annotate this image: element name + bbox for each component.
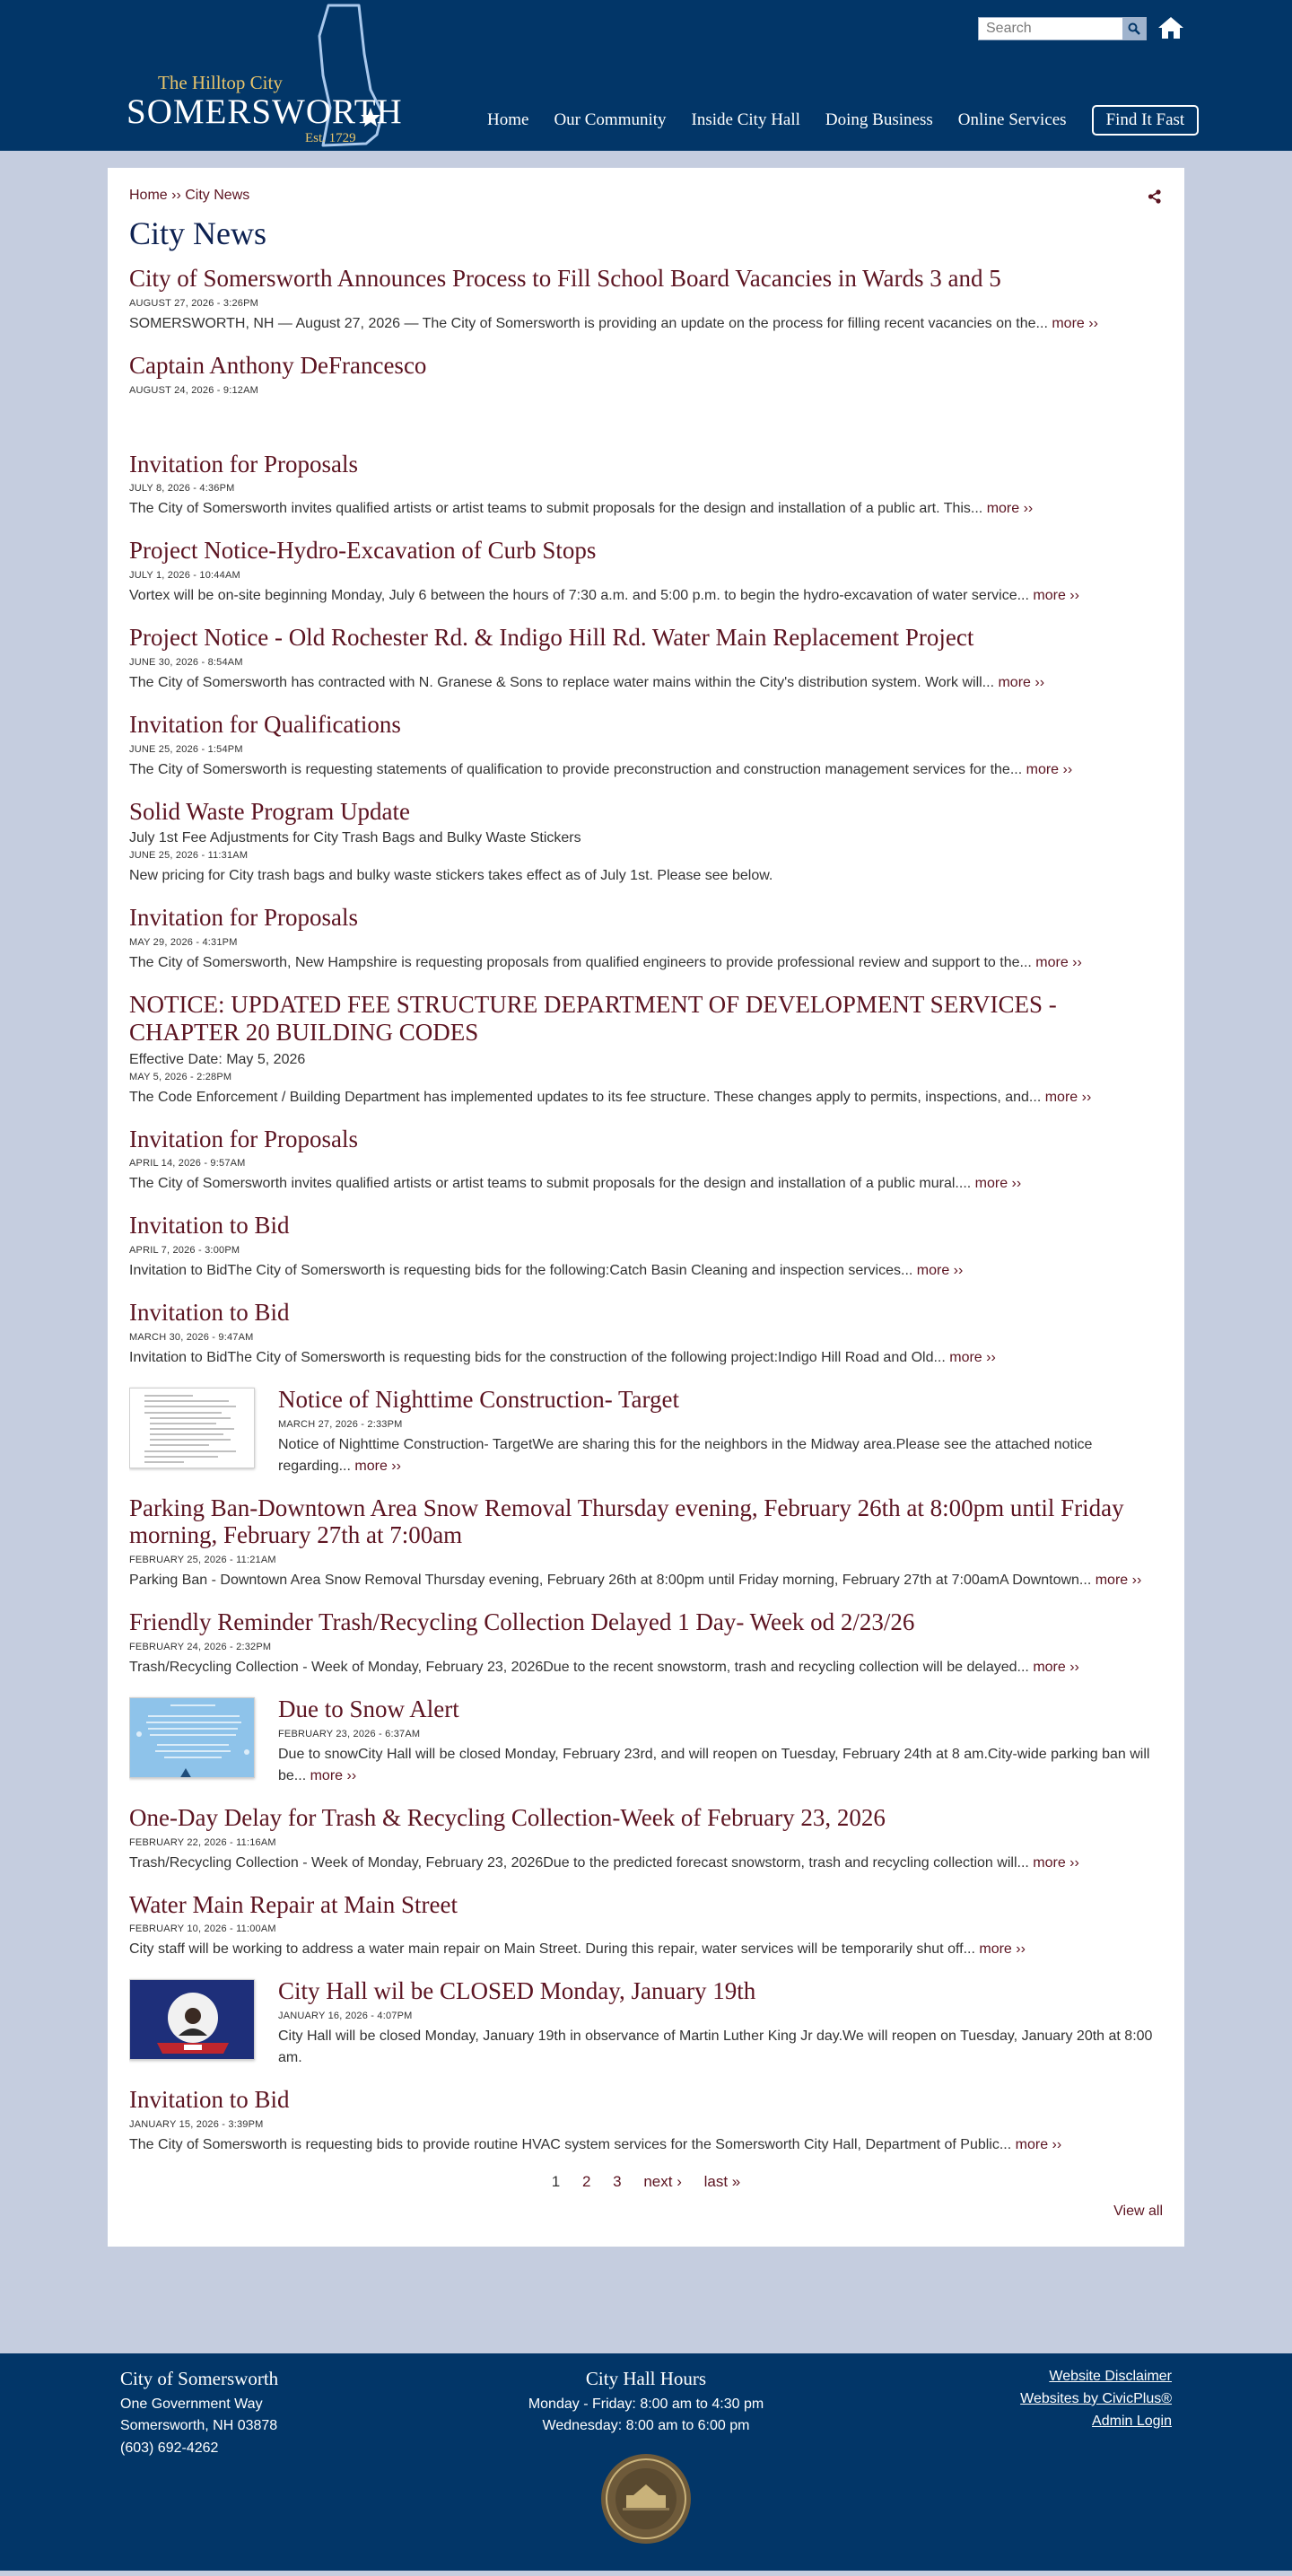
logo-tagline: The Hilltop City	[158, 72, 283, 93]
news-item	[129, 2086, 1163, 2156]
news-title[interactable]: Friendly Reminder Trash/Recycling Collection Delayed 1 Day- Week od 2/23/26	[129, 1608, 915, 1636]
news-title[interactable]: Invitation to Bid	[129, 1299, 290, 1327]
more-link[interactable]: more ››	[354, 1458, 401, 1474]
footer-phone: (603) 692-4262	[120, 2440, 219, 2457]
news-item	[129, 1386, 1163, 1477]
news-item	[129, 1695, 1163, 1787]
share-icon	[1147, 188, 1163, 205]
city-seal-image	[599, 2452, 693, 2545]
news-date: JULY 8, 2026 - 4:36PM	[129, 483, 235, 495]
news-summary: The City of Somersworth invites qualified artists or artist teams to submit proposals for the design and installation of a public mural....	[129, 1176, 972, 1192]
news-summary: Notice of Nighttime Construction- TargetWe are sharing this for the neighbors in the Midway area.Please see the attached notice regarding...	[278, 1436, 1093, 1474]
footer-address-line2: Somersworth, NH 03878	[120, 2418, 278, 2434]
pagination	[129, 2173, 1163, 2191]
news-summary: City Hall will be closed Monday, January 19th in observance of Martin Luther King Jr day.We will reopen on Tuesday, January 20th at 8:00 am.	[278, 2028, 1153, 2066]
news-summary: New pricing for City trash bags and bulky waste stickers takes effect as of July 1st. Please see below.	[129, 868, 773, 884]
page-link-1[interactable]: 1	[551, 2172, 561, 2190]
news-date: MARCH 27, 2026 - 2:33PM	[278, 1418, 403, 1430]
news-item	[129, 1608, 1163, 1678]
news-date: JUNE 30, 2026 - 8:54AM	[129, 656, 243, 668]
footer-hours-wednesday: Wednesday: 8:00 am to 6:00 pm	[542, 2418, 750, 2434]
news-summary: The City of Somersworth is requesting bids to provide routine HVAC system services for the Somersworth City Hall, Department of Public...	[129, 2136, 1012, 2152]
more-link[interactable]: more ››	[1095, 1573, 1142, 1589]
footer-links	[1020, 2366, 1172, 2432]
news-title[interactable]: Captain Anthony DeFrancesco	[129, 351, 427, 379]
news-title[interactable]: Invitation for Proposals	[129, 1125, 358, 1152]
document-thumbnail-image	[130, 1389, 255, 1468]
news-summary: The Code Enforcement / Building Department has implemented updates to its fee structure. These changes apply to permits, inspections, and...	[129, 1089, 1042, 1105]
page-next[interactable]: next ›	[643, 2172, 682, 2190]
more-link[interactable]: more ››	[1035, 955, 1082, 971]
news-title[interactable]: Invitation for Proposals	[129, 450, 358, 478]
news-summary: Vortex will be on-site beginning Monday, July 6 between the hours of 7:30 a.m. and 5:00 p.m. to begin the hydro-excavation of water service...	[129, 588, 1029, 604]
news-summary: Parking Ban - Downtown Area Snow Removal Thursday evening, February 26th at 8:00pm until Friday morning, February 27th at 7:00amA Downtown...	[129, 1573, 1092, 1589]
news-thumbnail-mlk[interactable]	[129, 1979, 255, 2060]
search-box	[978, 17, 1147, 40]
main-content	[108, 168, 1184, 2247]
search-input[interactable]	[979, 18, 1122, 39]
news-title[interactable]: Solid Waste Program Update	[129, 797, 411, 825]
view-all-link[interactable]: View all	[1113, 2203, 1163, 2219]
bottom-strip	[0, 2571, 1292, 2576]
news-item	[129, 1977, 1163, 2069]
news-date: FEBRUARY 22, 2026 - 11:16AM	[129, 1836, 276, 1848]
news-summary: Invitation to BidThe City of Somersworth is requesting bids for the following:Catch Basin Cleaning and inspection services...	[129, 1263, 913, 1279]
site-header	[0, 0, 1292, 151]
page-last[interactable]: last »	[703, 2172, 741, 2190]
site-footer	[0, 2353, 1292, 2571]
more-link[interactable]: more ››	[1015, 2136, 1062, 2152]
more-link[interactable]: more ››	[998, 674, 1045, 690]
news-title[interactable]: Notice of Nighttime Construction- Target	[278, 1385, 680, 1413]
news-summary: The City of Somersworth, New Hampshire is requesting proposals from qualified engineers to provide professional review and support to the...	[129, 955, 1032, 971]
news-date: JULY 1, 2026 - 10:44AM	[129, 570, 240, 582]
news-summary: Due to snowCity Hall will be closed Monday, February 23rd, and will reopen on Tuesday, February 24th at 8 am.City-wide parking ban will be...	[278, 1746, 1150, 1783]
home-button[interactable]	[1157, 15, 1184, 40]
news-item	[129, 1804, 1163, 1874]
footer-link-admin-login[interactable]: Admin Login	[1092, 2413, 1172, 2429]
news-date: JUNE 25, 2026 - 1:54PM	[129, 743, 243, 755]
search-icon	[1128, 22, 1140, 35]
news-date: FEBRUARY 24, 2026 - 2:32PM	[129, 1642, 272, 1653]
more-link[interactable]: more ››	[949, 1349, 996, 1365]
more-link[interactable]: more ››	[1044, 1089, 1092, 1105]
news-item	[129, 624, 1163, 694]
more-link[interactable]: more ››	[1033, 588, 1079, 604]
news-date: MAY 5, 2026 - 2:28PM	[129, 1071, 232, 1082]
news-title[interactable]: Invitation for Proposals	[129, 904, 358, 932]
snow-alert-thumbnail-image	[130, 1698, 255, 1778]
logo-established: Est. 1729	[305, 131, 356, 145]
news-item	[129, 904, 1163, 974]
news-title[interactable]: Invitation to Bid	[129, 1212, 290, 1240]
mlk-day-thumbnail-image	[130, 1980, 255, 2060]
footer-address-line1: One Government Way	[120, 2396, 263, 2412]
more-link[interactable]: more ››	[1026, 761, 1073, 777]
news-summary: Invitation to BidThe City of Somersworth is requesting bids for the construction of the following project:Indigo Hill Road and Old...	[129, 1349, 946, 1365]
city-seal	[599, 2452, 693, 2545]
news-item	[129, 1891, 1163, 1961]
news-summary: Trash/Recycling Collection - Week of Monday, February 23, 2026Due to the predicted forecast snowstorm, trash and recycling collection will...	[129, 1854, 1029, 1871]
news-date: AUGUST 24, 2026 - 9:12AM	[129, 384, 258, 396]
news-date: FEBRUARY 10, 2026 - 11:00AM	[129, 1923, 276, 1935]
more-link[interactable]: more ››	[974, 1176, 1022, 1192]
news-title[interactable]: One-Day Delay for Trash & Recycling Collection-Week of February 23, 2026	[129, 1803, 886, 1831]
more-link[interactable]: more ››	[1033, 1660, 1079, 1676]
news-date: FEBRUARY 25, 2026 - 11:21AM	[129, 1555, 276, 1566]
news-item	[129, 265, 1163, 335]
nav-doing-business[interactable]: Doing Business	[825, 110, 933, 129]
news-item	[129, 451, 1163, 521]
search-button[interactable]	[1122, 18, 1146, 39]
news-title[interactable]: City of Somersworth Announces Process to Fill School Board Vacancies in Wards 3 and 5	[129, 265, 1001, 292]
footer-link-civicplus[interactable]: Websites by CivicPlus®	[1020, 2390, 1172, 2406]
main-navigation	[487, 105, 1199, 136]
news-subtitle: July 1st Fee Adjustments for City Trash Bags and Bulky Waste Stickers	[129, 830, 581, 846]
footer-hours-title: City Hall Hours	[585, 2368, 707, 2389]
footer-hours-weekday: Monday - Friday: 8:00 am to 4:30 pm	[528, 2396, 764, 2412]
news-title[interactable]: Invitation for Qualifications	[129, 710, 401, 738]
news-item	[129, 352, 1163, 400]
news-date: FEBRUARY 23, 2026 - 6:37AM	[278, 1728, 421, 1739]
news-title[interactable]: Invitation to Bid	[129, 2086, 290, 2114]
nav-online-services[interactable]: Online Services	[957, 110, 1067, 129]
news-subtitle: Effective Date: May 5, 2026	[129, 1051, 306, 1067]
news-date: AUGUST 27, 2026 - 3:26PM	[129, 297, 258, 309]
footer-link-disclaimer[interactable]: Website Disclaimer	[1049, 2369, 1172, 2384]
share-button[interactable]	[1147, 188, 1163, 205]
footer-org-name: City of Somersworth	[120, 2368, 279, 2389]
news-item	[129, 1494, 1163, 1592]
news-date: MARCH 30, 2026 - 9:47AM	[129, 1331, 254, 1343]
breadcrumb-current[interactable]: City News	[185, 188, 250, 203]
news-summary: The City of Somersworth is requesting statements of qualification to provide preconstruction and construction management services for the...	[129, 761, 1023, 777]
breadcrumb-separator: ››	[171, 188, 181, 203]
more-link[interactable]: more ››	[310, 1767, 357, 1783]
nav-inside-city-hall[interactable]: Inside City Hall	[691, 110, 800, 129]
page-link-2[interactable]: 2	[581, 2172, 591, 2190]
logo-city-name: SOMERSWORTH	[127, 92, 403, 131]
nav-home[interactable]: Home	[487, 110, 529, 129]
news-date: MAY 29, 2026 - 4:31PM	[129, 937, 238, 949]
news-thumbnail-snow[interactable]	[129, 1697, 255, 1778]
news-title[interactable]: Project Notice-Hydro-Excavation of Curb Stops	[129, 537, 597, 565]
news-item	[129, 1299, 1163, 1369]
page-title: City News	[129, 215, 266, 251]
news-date: JUNE 25, 2026 - 11:31AM	[129, 850, 249, 862]
news-date: APRIL 7, 2026 - 3:00PM	[129, 1245, 240, 1257]
news-summary: The City of Somersworth has contracted with N. Granese & Sons to replace water mains within the City's distribution system. Work will...	[129, 674, 995, 690]
news-title[interactable]: City Hall wil be CLOSED Monday, January 19th	[278, 1977, 756, 2005]
page-link-3[interactable]: 3	[613, 2172, 622, 2190]
more-link[interactable]: more ››	[979, 1941, 1026, 1958]
news-date: JANUARY 16, 2026 - 4:07PM	[278, 2011, 413, 2022]
news-item	[129, 1212, 1163, 1282]
breadcrumb-home[interactable]: Home	[129, 188, 168, 203]
news-item	[129, 1126, 1163, 1196]
more-link[interactable]: more ››	[986, 501, 1034, 517]
news-item	[129, 537, 1163, 607]
news-thumbnail-document[interactable]	[129, 1388, 255, 1468]
news-title[interactable]: Water Main Repair at Main Street	[129, 1890, 458, 1918]
more-link[interactable]: more ››	[916, 1263, 964, 1279]
news-title[interactable]: NOTICE: UPDATED FEE STRUCTURE DEPARTMENT OF DEVELOPMENT SERVICES - CHAPTER 20 BUILDING CODES	[129, 991, 1057, 1046]
news-summary: The City of Somersworth invites qualified artists or artist teams to submit proposals for the design and installation of a public art. This...	[129, 501, 983, 517]
more-link[interactable]: more ››	[1033, 1854, 1079, 1871]
home-icon	[1157, 15, 1184, 40]
news-date: JANUARY 15, 2026 - 3:39PM	[129, 2118, 264, 2130]
news-item	[129, 711, 1163, 781]
news-title[interactable]: Due to Snow Alert	[278, 1695, 459, 1723]
nav-find-it-fast[interactable]: Find It Fast	[1092, 105, 1200, 136]
news-summary: SOMERSWORTH, NH — August 27, 2026 — The City of Somersworth is providing an update on the process for filling recent vacancies on the...	[129, 315, 1048, 331]
news-summary: City staff will be working to address a water main repair on Main Street. During this repair, water services will be temporarily shut off...	[129, 1941, 975, 1958]
site-logo[interactable]	[124, 0, 447, 151]
news-summary: Trash/Recycling Collection - Week of Monday, February 23, 2026Due to the recent snowstorm, trash and recycling collection will be delayed...	[129, 1660, 1029, 1676]
news-date: APRIL 14, 2026 - 9:57AM	[129, 1158, 246, 1170]
more-link[interactable]: more ››	[1052, 315, 1098, 331]
breadcrumb	[129, 188, 1163, 204]
news-item	[129, 798, 1163, 888]
news-title[interactable]: Project Notice - Old Rochester Rd. & Indigo Hill Rd. Water Main Replacement Project	[129, 624, 974, 652]
nav-our-community[interactable]: Our Community	[554, 110, 667, 129]
news-title[interactable]: Parking Ban-Downtown Area Snow Removal Thursday evening, February 26th at 8:00pm until Friday morning, February 27th at 7:00am	[129, 1494, 1124, 1549]
news-item	[129, 991, 1163, 1108]
